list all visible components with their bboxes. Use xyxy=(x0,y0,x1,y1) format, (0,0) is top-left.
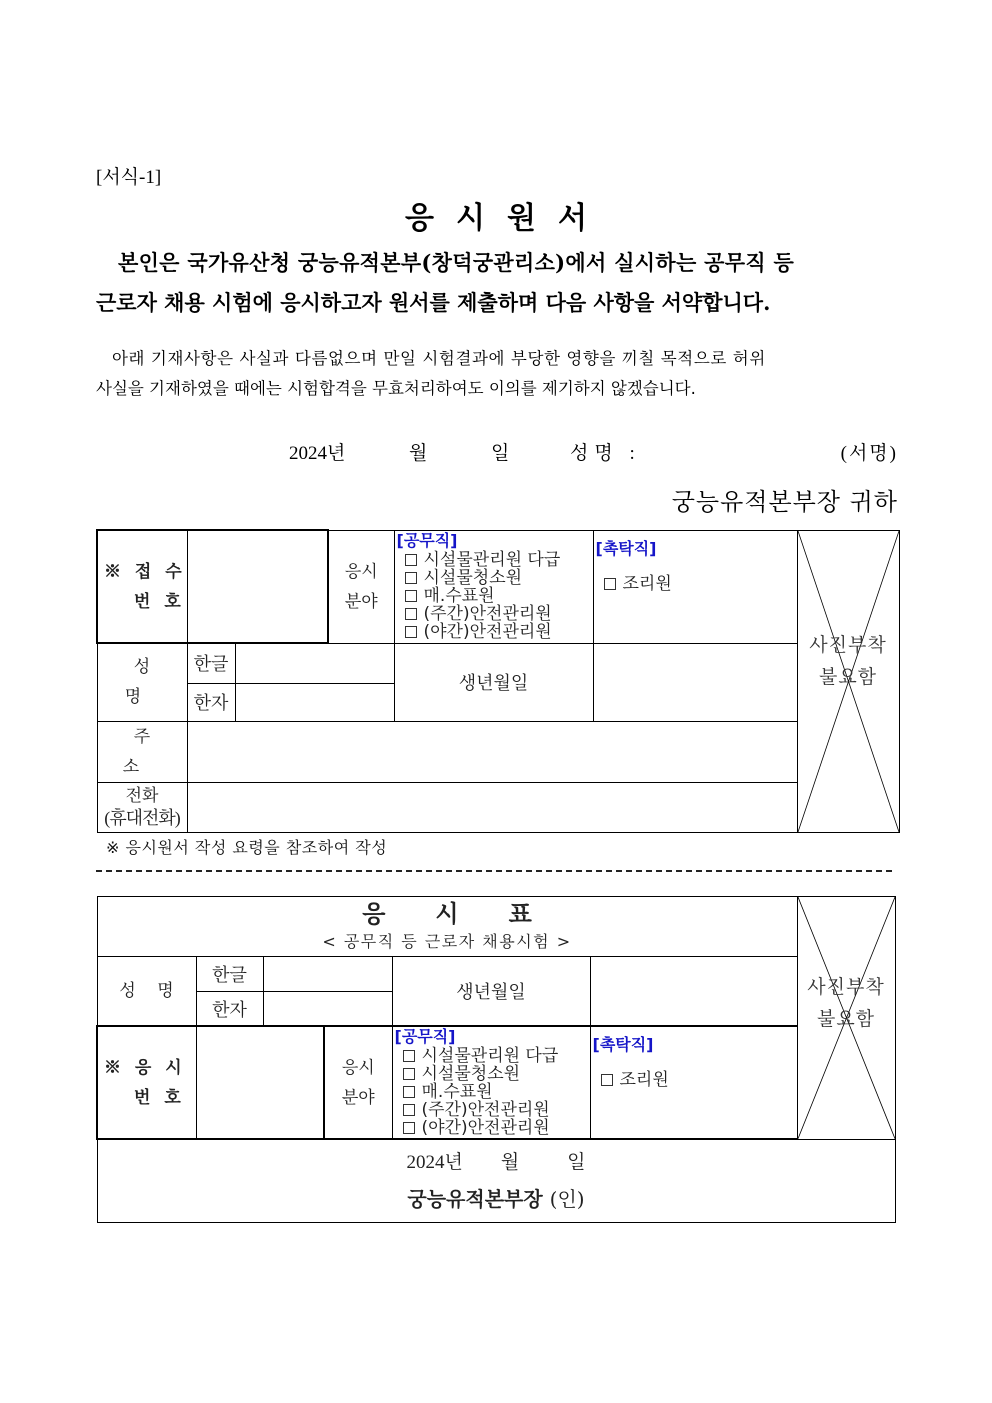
signature-line xyxy=(96,438,898,466)
option-checkbox[interactable]: (주간)안전관리원 xyxy=(395,1101,590,1119)
photo-box xyxy=(797,530,899,832)
birth-label: 생년월일 xyxy=(394,643,593,721)
address-input[interactable] xyxy=(187,721,797,782)
form-code: [서식-1] xyxy=(96,167,162,188)
cut-line xyxy=(96,870,892,872)
birth-input[interactable] xyxy=(593,643,797,721)
photo-note-2: 불요함 xyxy=(816,1007,876,1030)
admission-ticket-table xyxy=(96,896,896,1223)
sign-month: 월 xyxy=(409,443,428,464)
ticket-name-label: 성 명 xyxy=(97,957,196,1026)
checkbox-icon[interactable] xyxy=(405,572,417,584)
phone-input[interactable] xyxy=(187,782,797,832)
option-checkbox[interactable]: (야간)안전관리원 xyxy=(395,1119,590,1137)
category-title: [공무직] xyxy=(394,1026,456,1046)
category-chokthak xyxy=(593,530,797,643)
checkbox-icon[interactable] xyxy=(405,554,417,566)
ticket-hanja-input[interactable] xyxy=(263,992,392,1026)
option-checkbox[interactable]: (주간)안전관리원 xyxy=(397,605,593,623)
category-title: [촉탁직] xyxy=(595,538,657,558)
ticket-subtitle: < 공무직 등 근로자 채용시험 > xyxy=(322,931,572,951)
category-title: [촉탁직] xyxy=(592,1034,654,1054)
checkbox-icon[interactable] xyxy=(601,1074,613,1086)
option-checkbox[interactable]: 매.수표원 xyxy=(395,1083,590,1101)
ticket-hangul-label: 한글 xyxy=(196,957,263,992)
ticket-footer xyxy=(97,1139,895,1222)
instruction-note: ※ 응시원서 작성 요령을 참조하여 작성 xyxy=(106,838,388,857)
page-title: 응시원서 xyxy=(405,201,609,236)
pledge-line-1: 본인은 국가유산청 궁능유적본부(창덕궁관리소)에서 실시하는 공무직 등 xyxy=(118,250,795,275)
option-checkbox[interactable]: 시설물관리원 다급 xyxy=(397,551,593,569)
checkbox-icon[interactable] xyxy=(403,1086,415,1098)
option-checkbox[interactable]: 조리원 xyxy=(593,1071,797,1089)
category-title: [공무직] xyxy=(396,530,458,550)
checkbox-icon[interactable] xyxy=(604,578,616,590)
category-gongmu xyxy=(394,530,593,643)
photo-note-1: 사진부착 xyxy=(809,634,887,656)
receipt-no-input[interactable] xyxy=(187,530,328,643)
sign-name-label: 성명 : xyxy=(570,443,641,464)
ticket-birth-label: 생년월일 xyxy=(392,957,590,1026)
ticket-field-label: 응시 분야 xyxy=(324,1026,392,1139)
oath-line-2: 사실을 기재하였을 때에는 시험합격을 무효처리하여도 이의를 제기하지 않겠습니다. xyxy=(96,379,696,398)
ticket-birth-input[interactable] xyxy=(590,957,797,1026)
ticket-photo-box xyxy=(797,897,895,1140)
sign-year: 2024년 xyxy=(289,443,346,464)
sign-day: 일 xyxy=(491,443,510,464)
checkbox-icon[interactable] xyxy=(405,626,417,638)
ticket-date: 2024년 월 일 xyxy=(406,1152,586,1174)
ticket-hanja-label: 한자 xyxy=(196,992,263,1026)
checkbox-icon[interactable] xyxy=(405,608,417,620)
sign-label: (서명) xyxy=(840,443,898,464)
option-checkbox[interactable]: 시설물청소원 xyxy=(397,569,593,587)
pledge-line-2: 근로자 채용 시험에 응시하고자 원서를 제출하며 다음 사항을 서약합니다. xyxy=(96,290,771,315)
ticket-header xyxy=(97,897,797,957)
address-label: 주 소 xyxy=(97,721,187,782)
option-checkbox[interactable]: 시설물관리원 다급 xyxy=(395,1047,590,1065)
name-label: 성 명 xyxy=(97,643,187,721)
pledge-text xyxy=(96,243,898,323)
hangul-label: 한글 xyxy=(187,643,235,683)
ticket-issuer: 궁능유적본부장 (인) xyxy=(407,1187,585,1212)
checkbox-icon[interactable] xyxy=(403,1122,415,1134)
phone-label: 전화 (휴대전화) xyxy=(97,782,187,832)
oath-text xyxy=(96,344,898,404)
hangul-name-input[interactable] xyxy=(235,643,394,683)
oath-line-1: 아래 기재사항은 사실과 다름없으며 만일 시험결과에 부당한 영향을 끼칠 목적으로 허위 xyxy=(112,349,766,368)
application-table xyxy=(96,529,900,833)
checkbox-icon[interactable] xyxy=(405,590,417,602)
hanja-label: 한자 xyxy=(187,683,235,721)
checkbox-icon[interactable] xyxy=(403,1068,415,1080)
option-checkbox[interactable]: 조리원 xyxy=(596,575,797,593)
seal-mark: (인) xyxy=(549,1187,585,1212)
receipt-no-label: ※ 접 수 번 호 xyxy=(97,530,187,643)
ticket-category-chokthak xyxy=(590,1026,797,1139)
photo-note-1: 사진부착 xyxy=(807,975,885,998)
ticket-title: 응시표 xyxy=(362,898,582,928)
addressee: 궁능유적본부장 귀하 xyxy=(671,488,898,516)
ticket-hangul-input[interactable] xyxy=(263,957,392,992)
checkbox-icon[interactable] xyxy=(403,1104,415,1116)
ticket-category-gongmu xyxy=(392,1026,590,1139)
option-checkbox[interactable]: (야간)안전관리원 xyxy=(397,623,593,641)
option-checkbox[interactable]: 시설물청소원 xyxy=(395,1065,590,1083)
hanja-name-input[interactable] xyxy=(235,683,394,721)
field-label: 응시 분야 xyxy=(328,530,394,643)
checkbox-icon[interactable] xyxy=(403,1050,415,1062)
photo-note-2: 불요함 xyxy=(818,666,878,688)
exam-no-label: ※ 응 시 번 호 xyxy=(97,1026,196,1139)
option-checkbox[interactable]: 매.수표원 xyxy=(397,587,593,605)
exam-no-input[interactable] xyxy=(196,1026,324,1139)
